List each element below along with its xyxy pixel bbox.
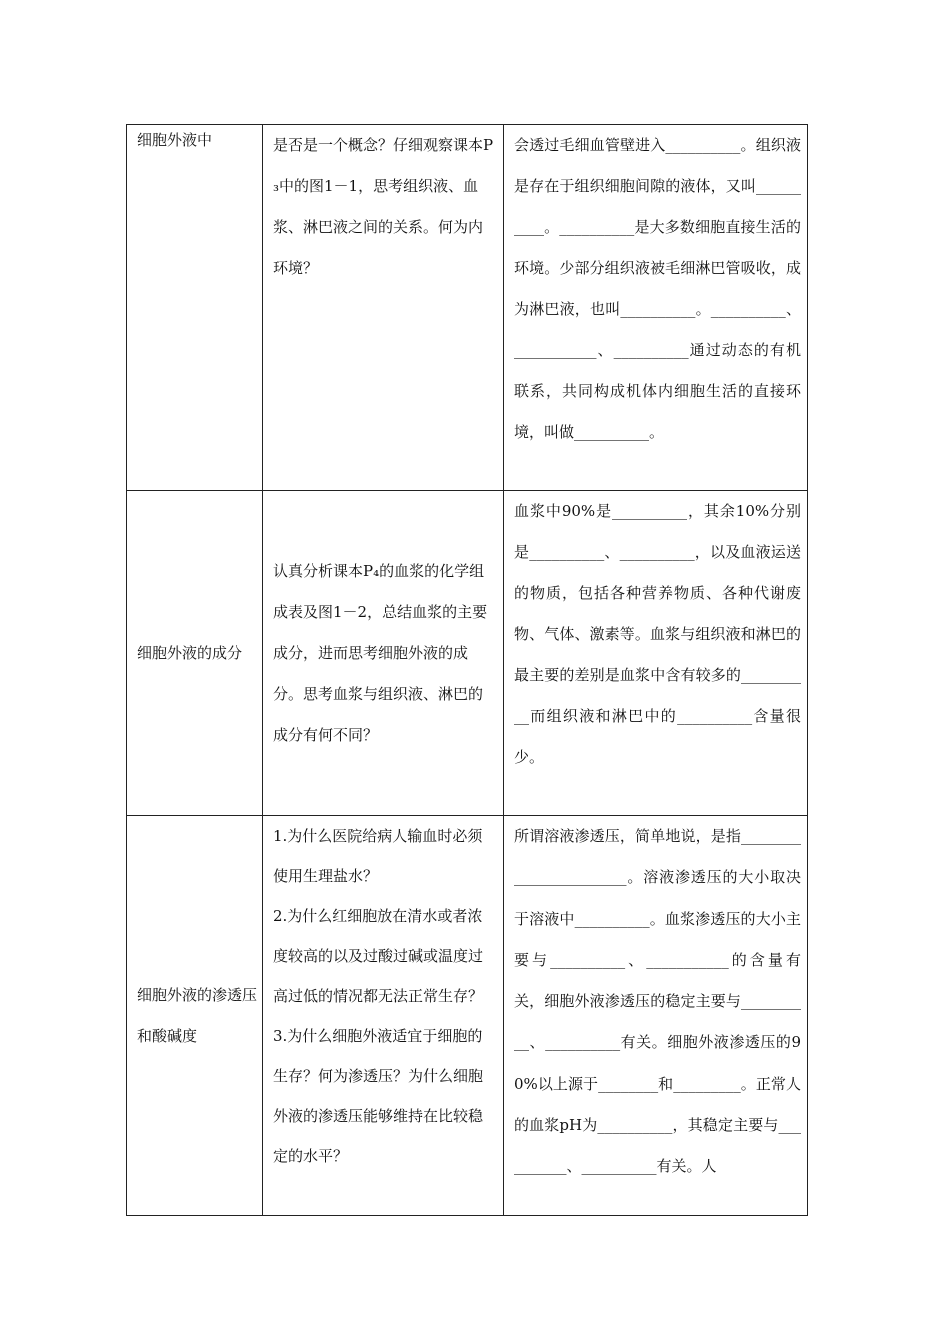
content-cell [504, 125, 808, 491]
topic-cell [127, 125, 263, 491]
activity-text: 1.为什么医院给病人输血时必须使用生理盐水？ 2.为什么红细胞放在清水或者浓度较高的以及过酸过碱或温度过高过低的情况都无法正常生存？ 3.为什么细胞外液适宜于细胞的生存？何为渗透压？为什么细胞外液的渗透压能够维持在比较稳定的水平？ [273, 827, 484, 1165]
table-row [127, 491, 808, 816]
topic-text: 细胞外液中 [137, 131, 213, 149]
activity-cell [263, 125, 504, 491]
table-row [127, 125, 808, 491]
topic-cell [127, 816, 263, 1216]
content-cell [504, 491, 808, 816]
study-guide-table [126, 124, 808, 1216]
activity-text: 是否是一个概念？仔细观察课本P₃中的图1－1，思考组织液、血浆、淋巴液之间的关系。何为内环境？ [273, 136, 494, 277]
content-text: 所谓溶液渗透压，简单地说，是指_______________________。溶液渗透压的大小取决于溶液中__________。血浆渗透压的大小主要与__________、___________的含量有关，细胞外液渗透压的稳定主要与__________、__________有关。细胞外液渗透压的90%以上源于________和_________。正常人的血浆pH为__________，其稳定主要与__________、__________有关。人 [514, 827, 801, 1176]
activity-cell [263, 491, 504, 816]
activity-cell [263, 816, 504, 1216]
table-row [127, 816, 808, 1216]
topic-cell [127, 491, 263, 816]
activity-text: 认真分析课本P₄的血浆的化学组成表及图1－2，总结血浆的主要成分，进而思考细胞外液的成分。思考血浆与组织液、淋巴的成分有何不同？ [273, 561, 488, 744]
topic-text: 细胞外液的成分 [137, 643, 243, 662]
topic-text: 细胞外液的渗透压和酸碱度 [137, 985, 258, 1045]
content-cell [504, 816, 808, 1216]
content-text: 会透过毛细血管壁进入__________。组织液是存在于组织细胞间隙的液体，又叫__________。__________是大多数细胞直接生活的环境。少部分组织液被毛细淋巴管吸收，成为淋巴液，也叫__________。__________、___________、__________通过动态的有机联系，共同构成机体内细胞生活的直接环境，叫做__________。 [514, 136, 801, 441]
content-text: 血浆中90%是__________，其余10%分别是__________、__________，以及血液运送的物质，包括各种营养物质、各种代谢废物、气体、激素等。血浆与组织液和淋巴的最主要的差别是血浆中含有较多的__________而组织液和淋巴中的__________含量很少。 [514, 502, 801, 766]
